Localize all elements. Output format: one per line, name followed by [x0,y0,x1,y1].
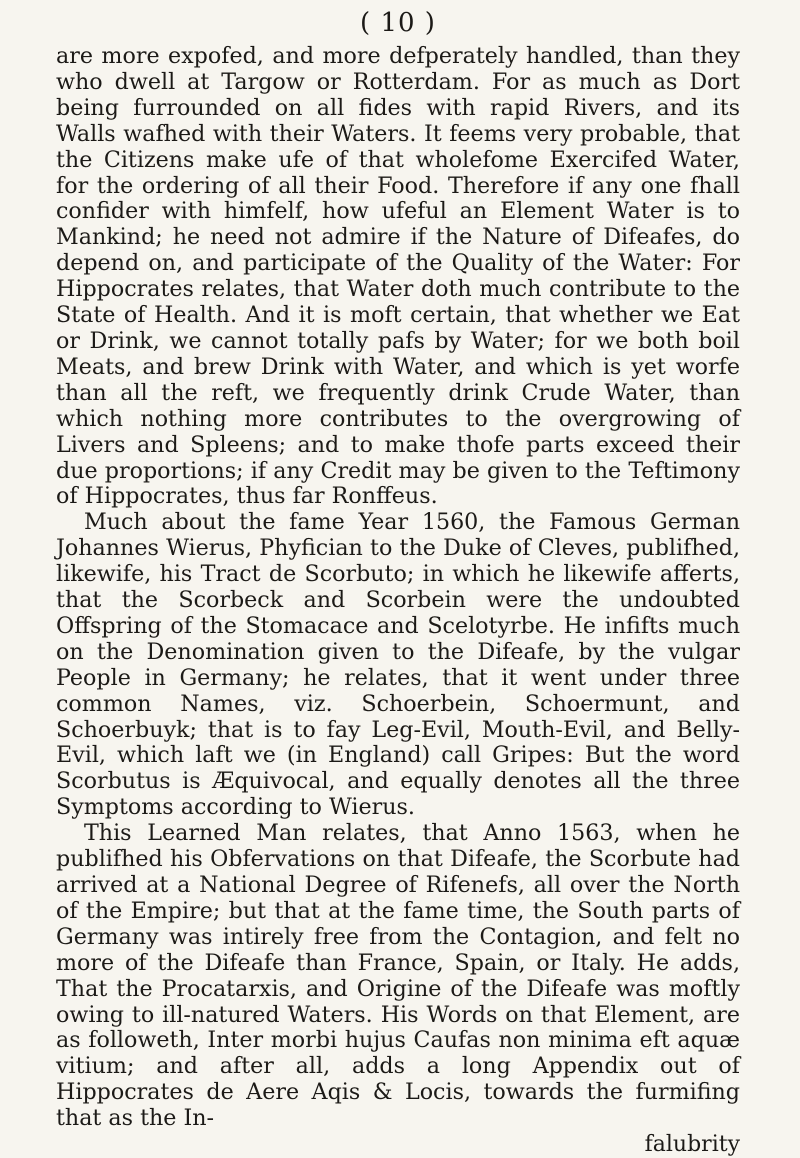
body-text [56,44,740,1132]
page-number: ( 10 ) [360,8,436,38]
paragraph-2: Much about the fame Year 1560, the Famous German Johannes Wierus, Phyfician to the Duke of Cleves, publifhed, likewife, his Tract de Scorbuto; in which he likewife afferts, that the Scorbeck and Scorbein were the undoubted Offspring of the Stomacace and Scelotyrbe. He infifts much on the Denomination given to the Difeafe, by the vulgar People in Germany; he relates, that it went under three common Names, viz. Schoerbein, Schoermunt, and Schoerbuyk; that is to fay Leg-Evil, Mouth-Evil, and Belly-Evil, which laft we (in England) call Gripes: But the word Scorbutus is Æquivocal, and equally denotes all the three Symptoms according to Wierus. [56,509,740,821]
paragraph-3: This Learned Man relates, that Anno 1563, when he publifhed his Obfervations on that Difeafe, the Scorbute had arrived at a National Degree of Rifenefs, all over the North of the Empire; but that at the fame time, the South parts of Germany was intirely free from the Contagion, and felt no more of the Difeafe than France, Spain, or Italy. He adds, That the Procatarxis, and Origine of the Difeafe was moftly owing to ill-natured Waters. His Words on that Element, are as followeth, Inter morbi hujus Caufas non minima eft aquæ vitium; and after all, adds a long Appendix out of Hippocrates de Aere Aqis & Locis, towards the furmifing that as the In- [56,820,740,1132]
catchword: falubrity [644,1132,740,1158]
paragraph-1: are more expofed, and more defperately handled, than they who dwell at Targow or Rotterdam. For as much as Dort being furrounded on all fides with rapid Rivers, and its Walls wafhed with their Waters. It feems very probable, that the Citizens make ufe of that wholefome Exercifed Water, for the ordering of all their Food. Therefore if any one fhall confider with himfelf, how ufeful an Element Water is to Mankind; he need not admire if the Nature of Difeafes, do depend on, and participate of the Quality of the Water: For Hippocrates relates, that Water doth much contribute to the State of Health. And it is moft certain, that whether we Eat or Drink, we cannot totally pafs by Water; for we both boil Meats, and brew Drink with Water, and which is yet worfe than all the reft, we frequently drink Crude Water, than which nothing more contributes to the overgrowing of Livers and Spleens; and to make thofe parts exceed their due proportions; if any Credit may be given to the Teftimony of Hippocrates, thus far Ronffeus. [56,43,740,510]
